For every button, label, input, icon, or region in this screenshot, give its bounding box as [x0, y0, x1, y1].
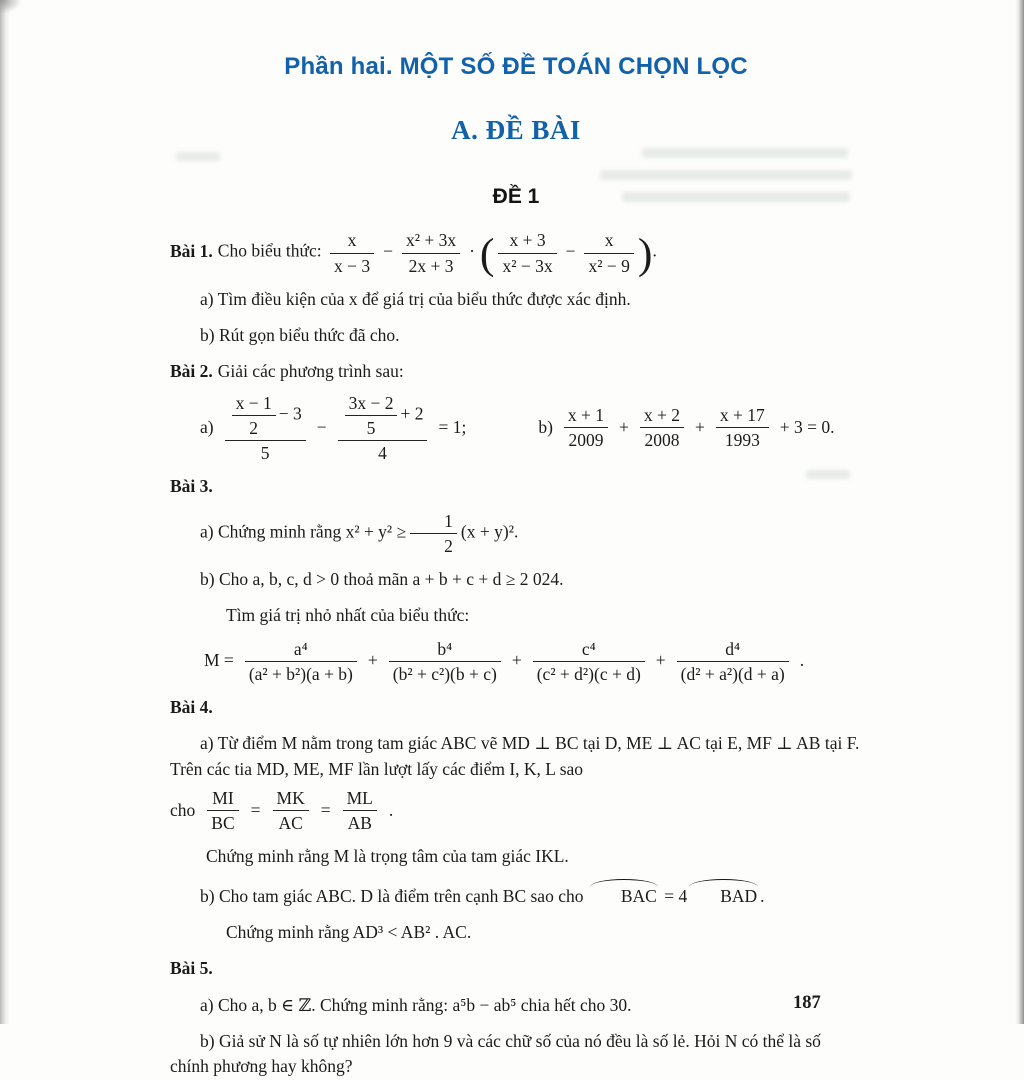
item-a-label: a) — [200, 417, 214, 438]
problem-5-question-a: a) Cho a, b ∈ ℤ. Chứng minh rằng: a⁵b − ab⁵ chia hết cho 30. — [200, 994, 632, 1015]
problem-3-question-b: b) Cho a, b, c, d > 0 thoả mãn a + b + c + d ≥ 2 024. — [200, 568, 564, 589]
fraction-numerator — [225, 393, 306, 441]
fraction-denominator: x − 3 — [333, 255, 371, 276]
page-content — [170, 40, 862, 1080]
item-b-label: b) — [538, 417, 553, 438]
period: . — [760, 885, 765, 906]
problem-1-question-a: a) Tìm điều kiện của x để giá trị của biểu thức được xác định. — [200, 288, 631, 309]
fraction-numerator — [338, 393, 428, 441]
plus-operator: + — [619, 417, 629, 438]
fraction-numerator: b⁴ — [389, 639, 501, 662]
part-title: Phần hai. MỘT SỐ ĐỀ TOÁN CHỌN LỌC — [284, 53, 748, 80]
plus-operator: + — [655, 650, 666, 671]
problem-1-statement: Bài 1. Cho biểu thức: $\frac{x}{x - 3}$ − $\frac{\text{x² + 3x}}{2x + 3}$ · ( $\frac{x + 3}{\text{x² − 3x}}$ − $\frac{x}{\text{x² − 9}}$ ). — [170, 230, 657, 278]
problem-4-claim-a: Chứng minh rằng M là trọng tâm của tam giác IKL. — [206, 846, 569, 867]
b2b-fraction-2 — [640, 405, 684, 450]
problem-3-question-a — [170, 511, 862, 556]
fraction-numerator: x — [330, 230, 374, 253]
fraction-numerator: a⁴ — [245, 639, 357, 662]
equals-one: = 1; — [438, 417, 467, 438]
m-fraction-2 — [389, 639, 501, 684]
complex-fraction-1 — [225, 393, 306, 463]
inner-fraction — [345, 393, 398, 438]
multiply-operator: · — [469, 241, 475, 262]
page-number: 187 — [793, 993, 821, 1013]
problem-5-label: Bài 5. — [170, 958, 213, 979]
complex-fraction-2 — [338, 393, 428, 463]
fraction-numerator: x − 1 — [232, 393, 276, 416]
scan-edge-right — [1015, 0, 1024, 1024]
problem-3-m-equation — [204, 639, 862, 684]
fraction-denominator: 5 — [260, 443, 270, 463]
problem-1-intro: Cho biểu thức: — [217, 241, 322, 262]
fraction-denominator: (a² + b²)(a + b) — [248, 663, 353, 684]
fraction-denominator: 2009 — [568, 430, 604, 451]
problem-4-question-a: a) Từ điểm M nằm trong tam giác ABC vẽ MD ⊥ BC tại D, ME ⊥ AC tại E, MF ⊥ AB tại F. Trên các tia MD, ME, MF lần lượt lấy các điểm I, K, L sao — [170, 733, 860, 779]
question-b-text: b) Cho tam giác ABC. D là điểm trên cạnh BC sao cho — [200, 885, 584, 906]
exam-heading: ĐỀ 1 — [492, 184, 540, 208]
problem-4-claim-b: Chứng minh rằng AD³ < AB² . AC. — [226, 921, 472, 942]
ratio-fraction-2 — [273, 788, 309, 833]
fraction-numerator: MI — [207, 788, 238, 811]
problem-2-intro: Giải các phương trình sau: — [217, 361, 404, 382]
fraction-numerator: 3x − 2 — [345, 393, 398, 416]
fraction-denominator: 2008 — [644, 430, 680, 451]
scan-corner-shadow — [0, 0, 22, 14]
problem-3-label: Bài 3. — [170, 476, 213, 497]
fraction-denominator: (b² + c²)(b + c) — [392, 663, 497, 684]
problem-4-question-b — [170, 881, 862, 909]
problem-2-heading — [170, 359, 862, 384]
problem-5-heading — [170, 956, 862, 981]
fraction-denominator: AB — [347, 813, 372, 833]
b2b-fraction-1 — [564, 405, 608, 450]
period: . — [799, 650, 805, 671]
m-equals: M = — [204, 650, 234, 671]
section-heading: A. ĐỀ BÀI — [451, 114, 581, 145]
numerator-rest: + 2 — [400, 403, 424, 424]
problem-5-question-b: b) Giả sử N là số tự nhiên lớn hơn 9 và các chữ số của nó đều là số lẻ. Hỏi N có thể là số chính phương hay không? — [170, 1031, 821, 1077]
fraction-numerator: x + 1 — [564, 405, 608, 428]
fraction-numerator: d⁴ — [677, 639, 789, 662]
problem-4-label: Bài 4. — [170, 696, 213, 717]
fraction-denominator: 2 — [249, 417, 259, 438]
b1-fraction-3 — [498, 230, 556, 275]
problem-1-label: Bài 1. — [170, 241, 213, 262]
fraction-numerator: MK — [273, 788, 309, 811]
equals-operator: = — [250, 799, 261, 820]
angle-arc-bac: BAC — [591, 881, 657, 909]
problem-3-find-line: Tìm giá trị nhỏ nhất của biểu thức: — [226, 605, 470, 626]
inequality-left: a) Chứng minh rằng x² + y² ≥ — [200, 521, 407, 542]
fraction-denominator: 1993 — [724, 430, 760, 451]
fraction-denominator: 2 — [444, 535, 453, 556]
ratio-fraction-3 — [343, 788, 377, 833]
minus-operator: − — [383, 241, 393, 262]
minus-operator: − — [565, 241, 576, 262]
fraction-denominator: x² − 9 — [588, 255, 630, 276]
b1-fraction-1 — [330, 230, 374, 275]
plus-operator: + — [695, 417, 705, 438]
period: . — [652, 241, 657, 262]
fraction-denominator: 2x + 3 — [408, 255, 454, 276]
ratio-fraction-1 — [207, 788, 238, 833]
fraction-numerator: x + 3 — [498, 230, 556, 253]
problem-4-heading — [170, 695, 862, 720]
problem-2-label: Bài 2. — [170, 361, 213, 382]
plus-operator: + — [367, 650, 378, 671]
numerator-rest: − 3 — [278, 403, 302, 424]
half-fraction — [410, 511, 457, 556]
b2b-fraction-3 — [716, 405, 769, 450]
equation-tail: + 3 = 0. — [779, 417, 835, 438]
inequality-right: (x + y)². — [460, 521, 519, 542]
equals-four: = 4 — [664, 885, 688, 906]
fraction-numerator: x² + 3x — [402, 230, 460, 253]
fraction-numerator: 1 — [410, 511, 457, 534]
fraction-denominator: BC — [211, 813, 235, 833]
m-fraction-4 — [677, 639, 789, 684]
cho-word: cho — [170, 799, 196, 820]
problem-2-equations — [170, 393, 862, 463]
minus-operator: − — [316, 417, 327, 438]
fraction-denominator: 5 — [366, 417, 376, 438]
equals-operator: = — [320, 799, 331, 820]
plus-operator: + — [511, 650, 522, 671]
fraction-denominator: AC — [278, 813, 303, 833]
fraction-denominator: x² − 3x — [502, 255, 553, 276]
m-fraction-1 — [245, 639, 357, 684]
fraction-numerator: ML — [343, 788, 377, 811]
problem-2-equation-a — [200, 393, 466, 463]
fraction-numerator: c⁴ — [533, 639, 645, 662]
fraction-denominator: (c² + d²)(c + d) — [536, 663, 641, 684]
b1-fraction-2 — [402, 230, 460, 275]
fraction-denominator: 4 — [378, 443, 387, 463]
fraction-numerator: x — [584, 230, 633, 253]
fraction-numerator: x + 2 — [640, 405, 684, 428]
b1-fraction-4 — [584, 230, 633, 275]
m-fraction-3 — [533, 639, 645, 684]
inner-fraction — [232, 393, 276, 438]
period: . — [388, 799, 394, 820]
scan-edge-left — [0, 0, 10, 1024]
problem-1-question-b: b) Rút gọn biểu thức đã cho. — [200, 325, 400, 345]
problem-4-ratio-line — [170, 788, 862, 833]
angle-arc-bad: BAD — [690, 881, 757, 909]
problem-3-heading — [170, 474, 862, 499]
fraction-numerator: x + 17 — [716, 405, 769, 428]
fraction-denominator: (d² + a²)(d + a) — [680, 663, 785, 684]
problem-2-equation-b — [538, 405, 834, 450]
